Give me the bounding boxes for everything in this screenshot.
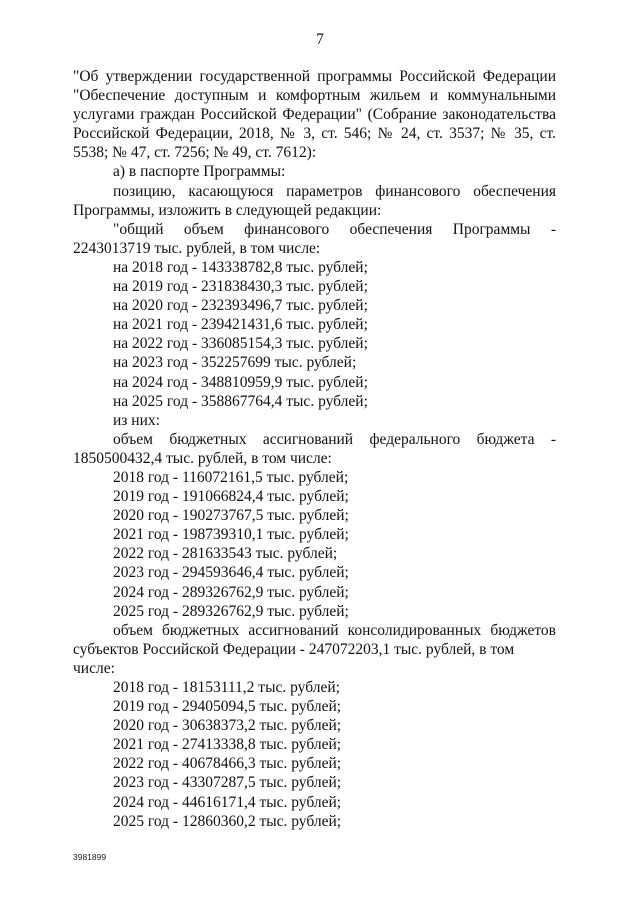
total-year-2020: на 2020 год - 232393496,7 тыс. рублей; xyxy=(113,297,368,315)
position-paragraph: позицию, касающуюся параметров финансового обеспечения Программы, изложить в следующей редакции: xyxy=(73,182,556,219)
regional-year-2018: 2018 год - 18153111,2 тыс. рублей; xyxy=(113,679,340,696)
intro-paragraph: "Об утверждении государственной программы Российской Федерации "Обеспечение доступным и комфортным жильем и коммунальными услугами граждан Российской Федерации" (Собрание законодательства Российской Федерации, 2018, № 3, ст. 546; № 24, ст. 3537; № 35, ст. 5538; № 47, ст. 7256; № 49, ст. 7612): xyxy=(73,68,556,162)
federal-year-2021: 2021 год - 198739310,1 тыс. рублей; xyxy=(113,526,349,544)
regional-year-2019: 2019 год - 29405094,5 тыс. рублей; xyxy=(113,698,342,716)
regional-year-2025: 2025 год - 12860360,2 тыс. рублей; xyxy=(113,812,342,830)
document-code: 3981899 xyxy=(73,852,107,862)
total-volume-amount: 2243013719 тыс. рублей, в том числе: xyxy=(73,239,321,257)
federal-budget-amount: 1850500432,4 тыс. рублей, в том числе: xyxy=(73,449,332,467)
total-year-2024: на 2024 год - 348810959,9 тыс. рублей; xyxy=(113,373,368,391)
regional-year-2024: 2024 год - 44616171,4 тыс. рублей; xyxy=(113,793,342,811)
of-which-label: из них: xyxy=(113,411,160,429)
total-year-2023: на 2023 год - 352257699 тыс. рублей; xyxy=(113,354,357,372)
regional-year-2022: 2022 год - 40678466,3 тыс. рублей; xyxy=(113,755,342,773)
total-year-2022: на 2022 год - 336085154,3 тыс. рублей; xyxy=(113,335,368,353)
total-year-2025: на 2025 год - 358867764,4 тыс. рублей; xyxy=(113,392,368,410)
federal-year-2020: 2020 год - 190273767,5 тыс. рублей; xyxy=(113,507,349,525)
federal-budget-line: объем бюджетных ассигнований федерального бюджета - xyxy=(113,430,556,448)
federal-year-2018: 2018 год - 116072161,5 тыс. рублей; xyxy=(113,468,349,486)
federal-year-2022: 2022 год - 281633543 тыс. рублей; xyxy=(113,545,338,563)
regional-year-2023: 2023 год - 43307287,5 тыс. рублей; xyxy=(113,774,342,792)
total-year-2021: на 2021 год - 239421431,6 тыс. рублей; xyxy=(113,316,368,334)
page-number: 7 xyxy=(316,31,324,48)
regional-budget-amount: субъектов Российской Федерации - 247072203,1 тыс. рублей, в том числе: xyxy=(73,640,515,677)
federal-year-2023: 2023 год - 294593646,4 тыс. рублей; xyxy=(113,564,349,582)
item-a-heading: а) в паспорте Программы: xyxy=(113,163,286,181)
federal-year-2019: 2019 год - 191066824,4 тыс. рублей; xyxy=(113,488,349,506)
regional-year-2020: 2020 год - 30638373,2 тыс. рублей; xyxy=(113,717,342,735)
regional-year-2021: 2021 год - 27413338,8 тыс. рублей; xyxy=(113,736,342,754)
regional-budget-line: объем бюджетных ассигнований консолидированных бюджетов xyxy=(113,621,556,639)
federal-year-2024: 2024 год - 289326762,9 тыс. рублей; xyxy=(113,583,349,601)
total-volume-line: "общий объем финансового обеспечения Программы - xyxy=(113,220,556,238)
total-year-2018: на 2018 год - 143338782,8 тыс. рублей; xyxy=(113,258,368,276)
document-body xyxy=(73,67,556,831)
total-year-2019: на 2019 год - 231838430,3 тыс. рублей; xyxy=(113,278,368,296)
federal-year-2025: 2025 год - 289326762,9 тыс. рублей; xyxy=(113,602,349,620)
